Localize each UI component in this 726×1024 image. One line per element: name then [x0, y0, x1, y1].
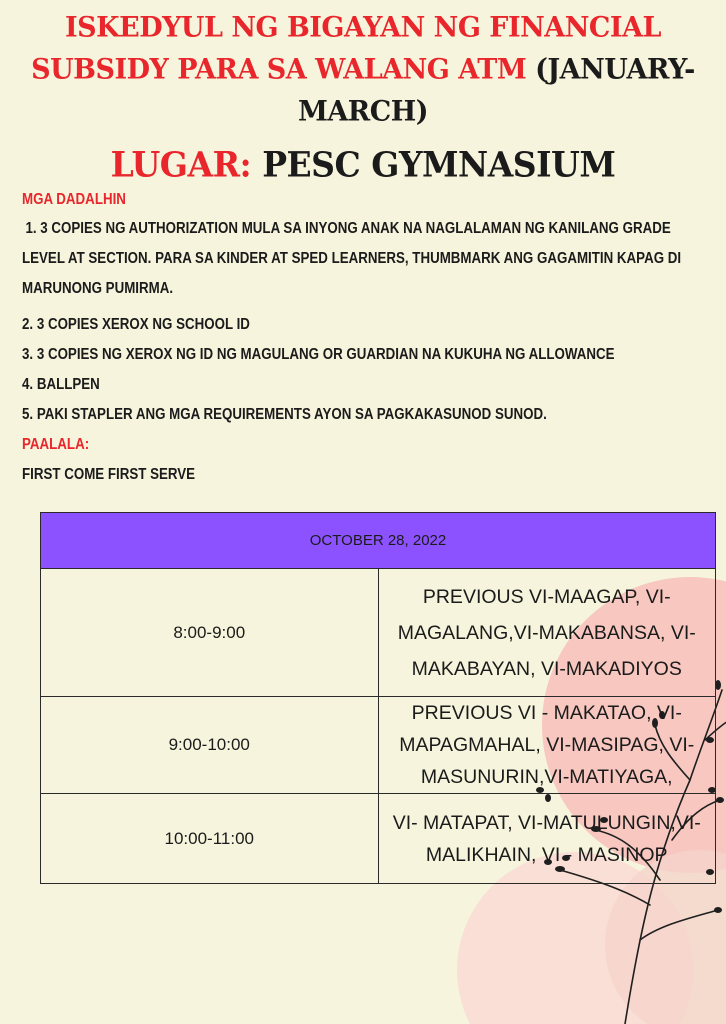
reminder-text: FIRST COME FIRST SERVE	[22, 466, 196, 483]
table-row	[41, 794, 716, 884]
time-slot: 10:00-11:00	[41, 794, 379, 884]
page-title	[0, 7, 726, 133]
venue-line	[0, 143, 726, 187]
title-main: ISKEDYUL NG BIGAYAN NG FINANCIAL SUBSIDY PARA SA WALANG ATM	[31, 11, 661, 86]
requirement-item-2: 2. 3 COPIES XEROX NG SCHOOL ID	[22, 316, 250, 333]
venue-value: PESC GYMNASIUM	[262, 144, 616, 185]
requirement-item-5: 5. PAKI STAPLER ANG MGA REQUIREMENTS AYON SA PAGKAKASUNOD SUNOD.	[22, 406, 547, 423]
sections-list: PREVIOUS VI - MAKATAO, VI-MAPAGMAHAL, VI-MASIPAG, VI-MASUNURIN,VI-MATIYAGA,	[378, 697, 716, 794]
sections-list: PREVIOUS VI-MAAGAP, VI-MAGALANG,VI-MAKABANSA, VI-MAKABAYAN, VI-MAKADIYOS	[378, 569, 716, 697]
schedule-table	[40, 512, 716, 884]
time-slot: 8:00-9:00	[41, 569, 379, 697]
venue-label: LUGAR:	[110, 144, 252, 185]
table-row	[41, 569, 716, 697]
schedule-date: OCTOBER 28, 2022	[41, 513, 716, 569]
table-row	[41, 697, 716, 794]
requirements-heading: MGA DADALHIN	[22, 191, 126, 208]
schedule-header-row	[41, 513, 716, 569]
requirement-item-1: 1. 3 COPIES NG AUTHORIZATION MULA SA INYONG ANAK NA NAGLALAMAN NG KANILANG GRADE LEVEL AT SECTION. PARA SA KINDER AT SPED LEARNERS, THUMBMARK ANG GAGAMITIN KAPAG DI MARUNONG PUMIRMA.	[22, 220, 682, 297]
title-period: (JANUARY-MARCH)	[297, 53, 695, 128]
sections-list: VI- MATAPAT, VI-MATULUNGIN,VI-MALIKHAIN, VI - MASINOP	[378, 794, 716, 884]
requirement-item-3: 3. 3 COPIES NG XEROX NG ID NG MAGULANG OR GUARDIAN NA KUKUHA NG ALLOWANCE	[22, 346, 615, 363]
requirement-item-4: 4. BALLPEN	[22, 376, 100, 393]
reminder-heading: PAALALA:	[22, 436, 90, 453]
time-slot: 9:00-10:00	[41, 697, 379, 794]
